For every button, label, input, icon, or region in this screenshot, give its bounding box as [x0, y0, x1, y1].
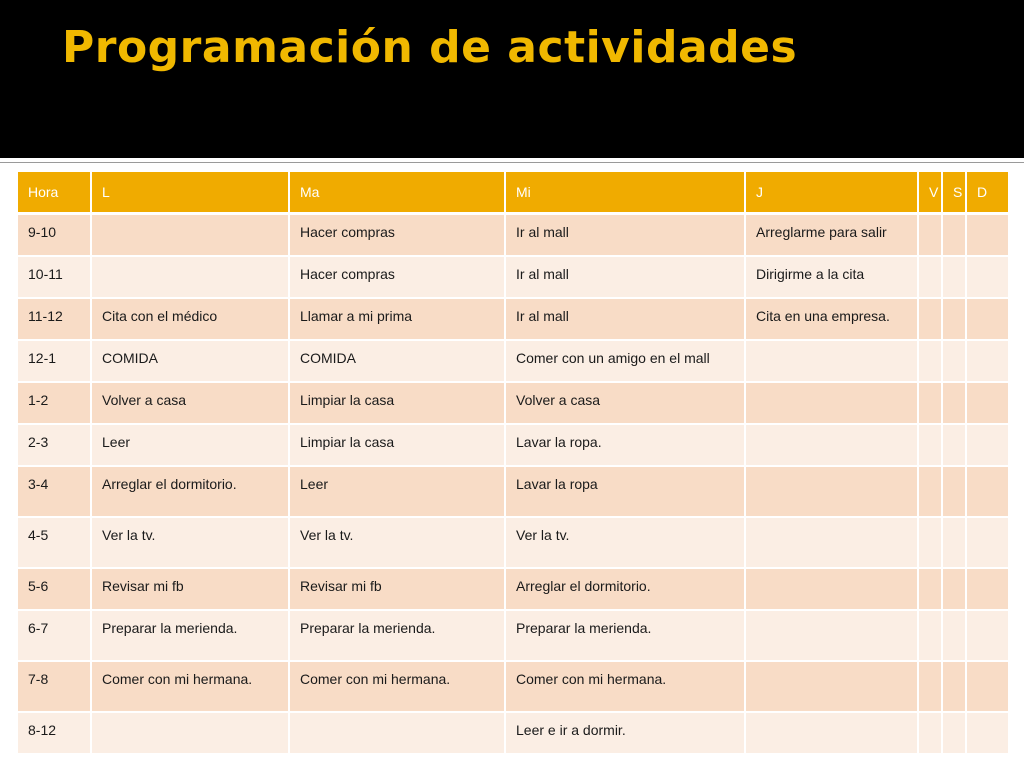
activity-cell: Ir al mall — [505, 298, 745, 340]
hour-cell: 9-10 — [17, 214, 91, 256]
activity-cell: COMIDA — [91, 340, 289, 382]
activity-cell — [918, 298, 942, 340]
activity-cell: COMIDA — [289, 340, 505, 382]
activity-cell: Revisar mi fb — [91, 568, 289, 610]
activity-cell: Lavar la ropa — [505, 466, 745, 517]
activity-cell: Volver a casa — [91, 382, 289, 424]
activity-cell — [918, 610, 942, 661]
hour-cell: 2-3 — [17, 424, 91, 466]
activity-cell — [966, 661, 1009, 712]
activity-cell — [918, 661, 942, 712]
activity-cell — [966, 424, 1009, 466]
table-row — [17, 568, 1009, 610]
activity-cell — [918, 382, 942, 424]
activity-cell — [918, 214, 942, 256]
activity-cell: Ver la tv. — [289, 517, 505, 568]
activity-cell: Dirigirme a la cita — [745, 256, 918, 298]
header-jueves: J — [745, 171, 918, 214]
activity-cell: Ver la tv. — [91, 517, 289, 568]
activity-cell — [942, 382, 966, 424]
table-row — [17, 424, 1009, 466]
activity-cell: Ir al mall — [505, 214, 745, 256]
activity-cell — [91, 712, 289, 754]
activity-cell — [745, 424, 918, 466]
schedule-body — [17, 214, 1009, 754]
activity-cell — [942, 610, 966, 661]
activity-cell — [918, 340, 942, 382]
activity-cell — [918, 256, 942, 298]
hour-cell: 1-2 — [17, 382, 91, 424]
table-row — [17, 517, 1009, 568]
activity-cell — [745, 568, 918, 610]
activity-cell — [966, 610, 1009, 661]
table-row — [17, 340, 1009, 382]
activity-cell: Preparar la merienda. — [91, 610, 289, 661]
table-row — [17, 382, 1009, 424]
activity-cell — [966, 382, 1009, 424]
hour-cell: 4-5 — [17, 517, 91, 568]
activity-cell — [745, 382, 918, 424]
activity-cell — [942, 517, 966, 568]
activity-cell: Comer con mi hermana. — [289, 661, 505, 712]
header-viernes: V — [918, 171, 942, 214]
activity-cell: Comer con mi hermana. — [505, 661, 745, 712]
activity-cell: Limpiar la casa — [289, 382, 505, 424]
activity-cell: Arreglar el dormitorio. — [505, 568, 745, 610]
header-martes: Ma — [289, 171, 505, 214]
activity-cell: Cita con el médico — [91, 298, 289, 340]
activity-cell — [966, 340, 1009, 382]
activity-cell: Leer e ir a dormir. — [505, 712, 745, 754]
activity-cell: Comer con un amigo en el mall — [505, 340, 745, 382]
activity-cell: Preparar la merienda. — [289, 610, 505, 661]
hour-cell: 8-12 — [17, 712, 91, 754]
activity-cell: Cita en una empresa. — [745, 298, 918, 340]
activity-cell — [966, 256, 1009, 298]
activity-cell — [942, 298, 966, 340]
table-row — [17, 466, 1009, 517]
header-hora: Hora — [17, 171, 91, 214]
header-lunes: L — [91, 171, 289, 214]
activity-cell: Preparar la merienda. — [505, 610, 745, 661]
header-miercoles: Mi — [505, 171, 745, 214]
activity-cell — [745, 517, 918, 568]
hour-cell: 10-11 — [17, 256, 91, 298]
activity-cell — [918, 712, 942, 754]
activity-cell — [942, 256, 966, 298]
activity-cell — [966, 517, 1009, 568]
table-row — [17, 214, 1009, 256]
activity-cell: Revisar mi fb — [289, 568, 505, 610]
activity-cell — [91, 256, 289, 298]
activity-cell — [942, 466, 966, 517]
table-row — [17, 661, 1009, 712]
activity-cell: Llamar a mi prima — [289, 298, 505, 340]
activity-cell — [745, 712, 918, 754]
activity-cell: Hacer compras — [289, 256, 505, 298]
table-row — [17, 712, 1009, 754]
activity-cell: Ver la tv. — [505, 517, 745, 568]
activity-cell: Arreglar el dormitorio. — [91, 466, 289, 517]
activity-cell: Volver a casa — [505, 382, 745, 424]
hour-cell: 5-6 — [17, 568, 91, 610]
hour-cell: 6-7 — [17, 610, 91, 661]
activity-cell — [942, 214, 966, 256]
activity-cell: Comer con mi hermana. — [91, 661, 289, 712]
hour-cell: 11-12 — [17, 298, 91, 340]
activity-cell — [918, 466, 942, 517]
hour-cell: 12-1 — [17, 340, 91, 382]
activity-cell — [918, 517, 942, 568]
activity-cell — [966, 466, 1009, 517]
activity-cell: Lavar la ropa. — [505, 424, 745, 466]
activity-cell — [942, 424, 966, 466]
activity-cell: Limpiar la casa — [289, 424, 505, 466]
activity-cell — [91, 214, 289, 256]
activity-cell: Leer — [91, 424, 289, 466]
activity-cell — [966, 298, 1009, 340]
title-bar — [0, 0, 1024, 158]
table-row — [17, 610, 1009, 661]
hour-cell: 3-4 — [17, 466, 91, 517]
activity-cell — [942, 712, 966, 754]
activity-cell — [745, 340, 918, 382]
activity-cell — [745, 661, 918, 712]
activity-cell: Leer — [289, 466, 505, 517]
activity-cell — [289, 712, 505, 754]
activity-cell — [942, 661, 966, 712]
activity-cell: Arreglarme para salir — [745, 214, 918, 256]
activity-cell: Hacer compras — [289, 214, 505, 256]
activity-cell — [745, 610, 918, 661]
activity-cell — [745, 466, 918, 517]
table-row — [17, 256, 1009, 298]
header-domingo: D — [966, 171, 1009, 214]
page-title: Programación de actividades — [62, 22, 798, 73]
table-row — [17, 298, 1009, 340]
hour-cell: 7-8 — [17, 661, 91, 712]
activity-cell — [942, 340, 966, 382]
schedule-table — [16, 170, 1010, 755]
activity-cell: Ir al mall — [505, 256, 745, 298]
activity-cell — [966, 568, 1009, 610]
activity-cell — [966, 712, 1009, 754]
title-divider-line — [0, 162, 1024, 163]
activity-cell — [918, 568, 942, 610]
activity-cell — [918, 424, 942, 466]
activity-cell — [966, 214, 1009, 256]
activity-cell — [942, 568, 966, 610]
header-row — [17, 171, 1009, 214]
header-sabado: S — [942, 171, 966, 214]
